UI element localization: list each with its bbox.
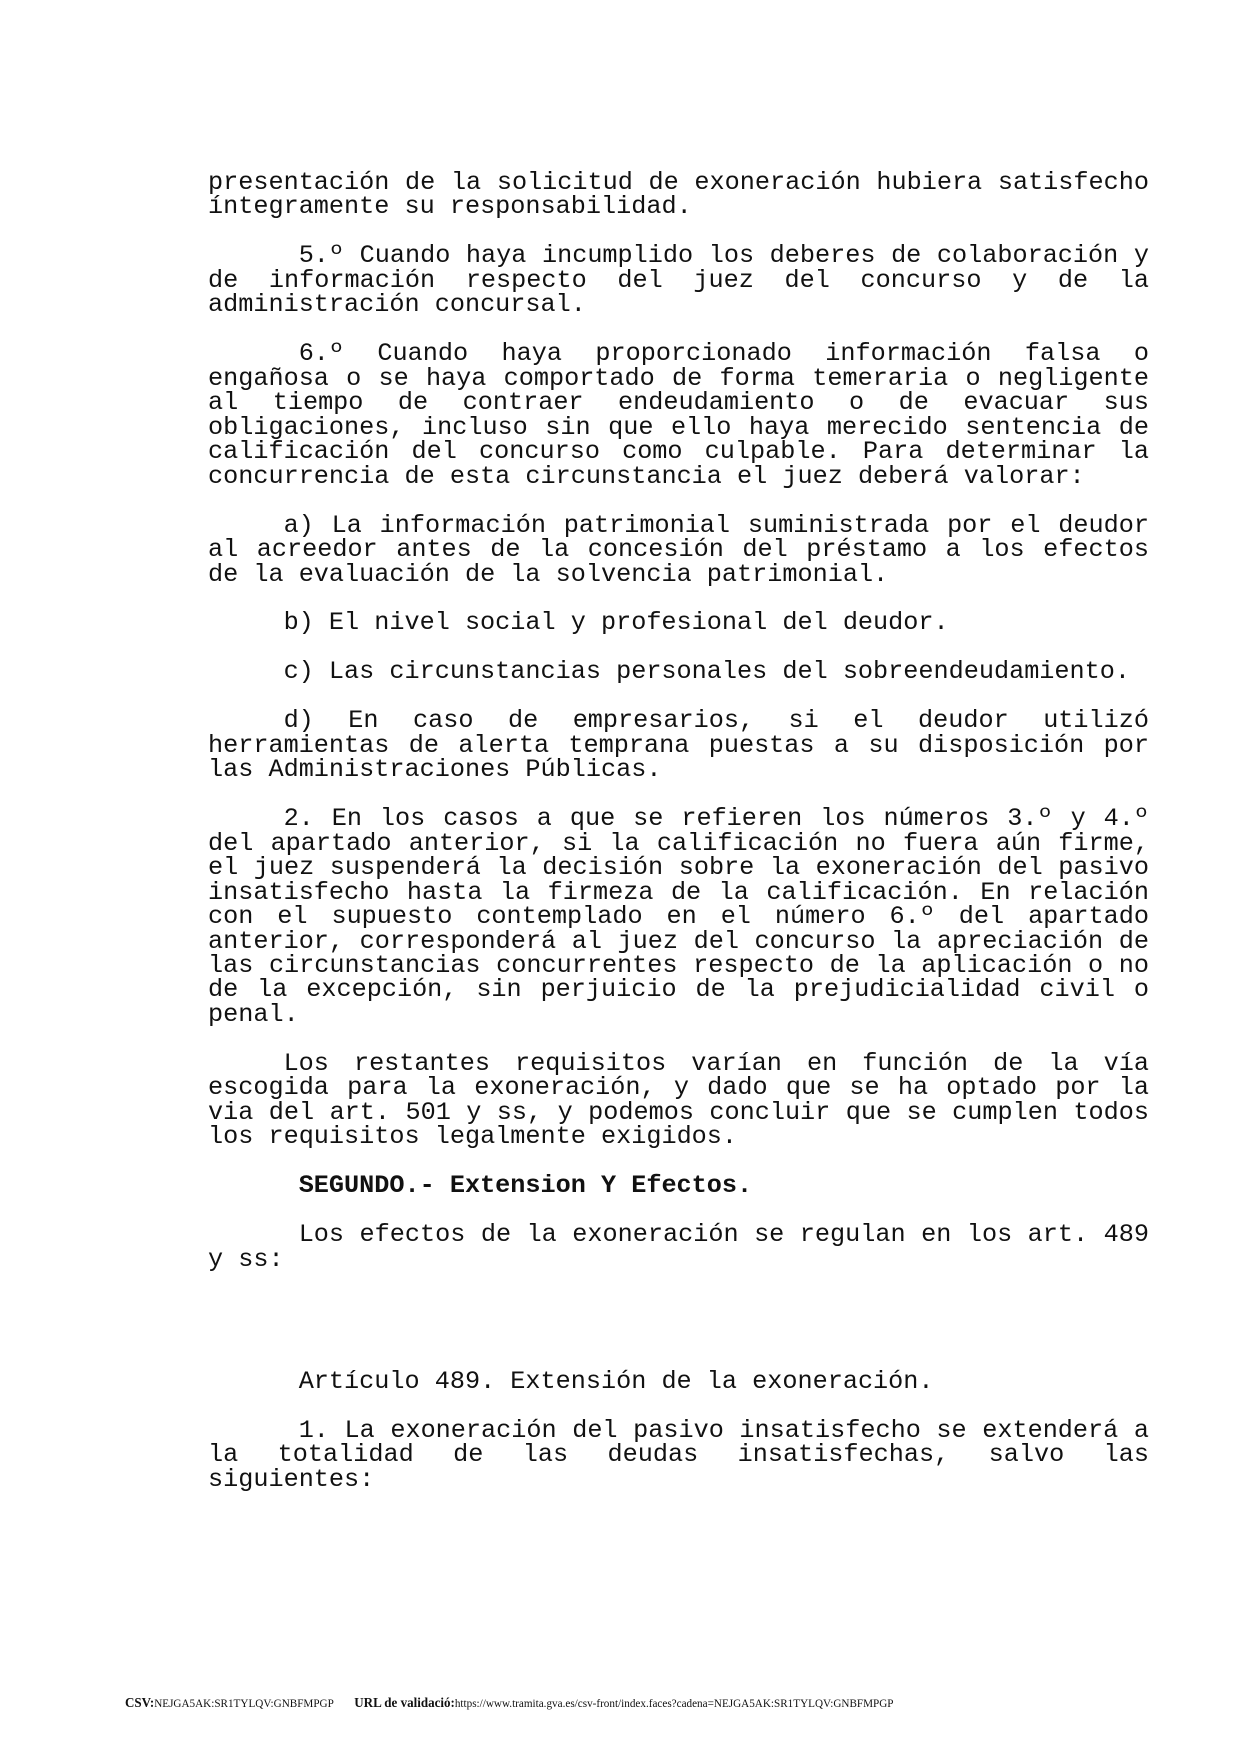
url-label: URL de validació: [354, 1696, 455, 1711]
section-heading: SEGUNDO.- Extension Y Efectos. [298, 1171, 753, 1201]
paragraph: 1. La exoneración del pasivo insatisfecho se extenderá a la totalidad de las deudas insatisfechas, salvo las siguientes: [208, 1415, 1149, 1494]
paragraph: d) En caso de empresarios, si el deudor utilizó herramientas de alerta temprana puestas a su disposición por las Administraciones Públicas. [208, 706, 1149, 785]
validation-url[interactable]: https://www.tramita.gva.es/csv-front/index.faces?cadena=NEJGA5AK:SR1TYLQV:GNBFMPGP [454, 1696, 894, 1710]
paragraph: Los restantes requisitos varían en función de la vía escogida para la exoneración, y dado que se ha optado por la via del art. 501 y ss, y podemos concluir que se cumplen todos los requisitos legalmente exigidos. [208, 1048, 1149, 1152]
paragraph: presentación de la solicitud de exoneración hubiera satisfecho íntegramente su responsabilidad. [208, 168, 1149, 222]
paragraph: Los efectos de la exoneración se regulan en los art. 489 y ss: [208, 1220, 1149, 1274]
paragraph: c) Las circunstancias personales del sobreendeudamiento. [283, 657, 1131, 687]
paragraph: 5.º Cuando haya incumplido los deberes de colaboración y de información respecto del juez del concurso y de la administración concursal. [208, 241, 1149, 320]
csv-label: CSV: [125, 1696, 155, 1711]
csv-value: NEJGA5AK:SR1TYLQV:GNBFMPGP [154, 1696, 334, 1710]
paragraph: a) La información patrimonial suministrada por el deudor al acreedor antes de la concesión del préstamo a los efectos de la evaluación de la solvencia patrimonial. [208, 510, 1149, 589]
validation-footer [125, 1696, 894, 1712]
paragraph: 6.º Cuando haya proporcionado información falsa o engañosa o se haya comportado de forma temeraria o negligente al tiempo de contraer endeudamiento o de evacuar sus obligaciones, incluso sin que ello haya merecido sentencia de calificación del concurso como culpable. Para determinar la concurrencia de esta circunstancia el juez deberá valorar: [208, 339, 1149, 491]
paragraph: b) El nivel social y profesional del deudor. [283, 608, 949, 638]
article-title: Artículo 489. Extensión de la exoneración. [298, 1366, 934, 1396]
document-body [208, 168, 1149, 1517]
paragraph: 2. En los casos a que se refieren los números 3.º y 4.º del apartado anterior, si la calificación no fuera aún firme, el juez suspenderá la decisión sobre la exoneración del pasivo insatisfecho hasta la firmeza de la calificación. En relación con el supuesto contemplado en el número 6.º del apartado anterior, corresponderá al juez del concurso la apreciación de las circunstancias concurrentes respecto de la aplicación o no de la excepción, sin perjuicio de la prejudicialidad civil o penal. [208, 804, 1149, 1029]
